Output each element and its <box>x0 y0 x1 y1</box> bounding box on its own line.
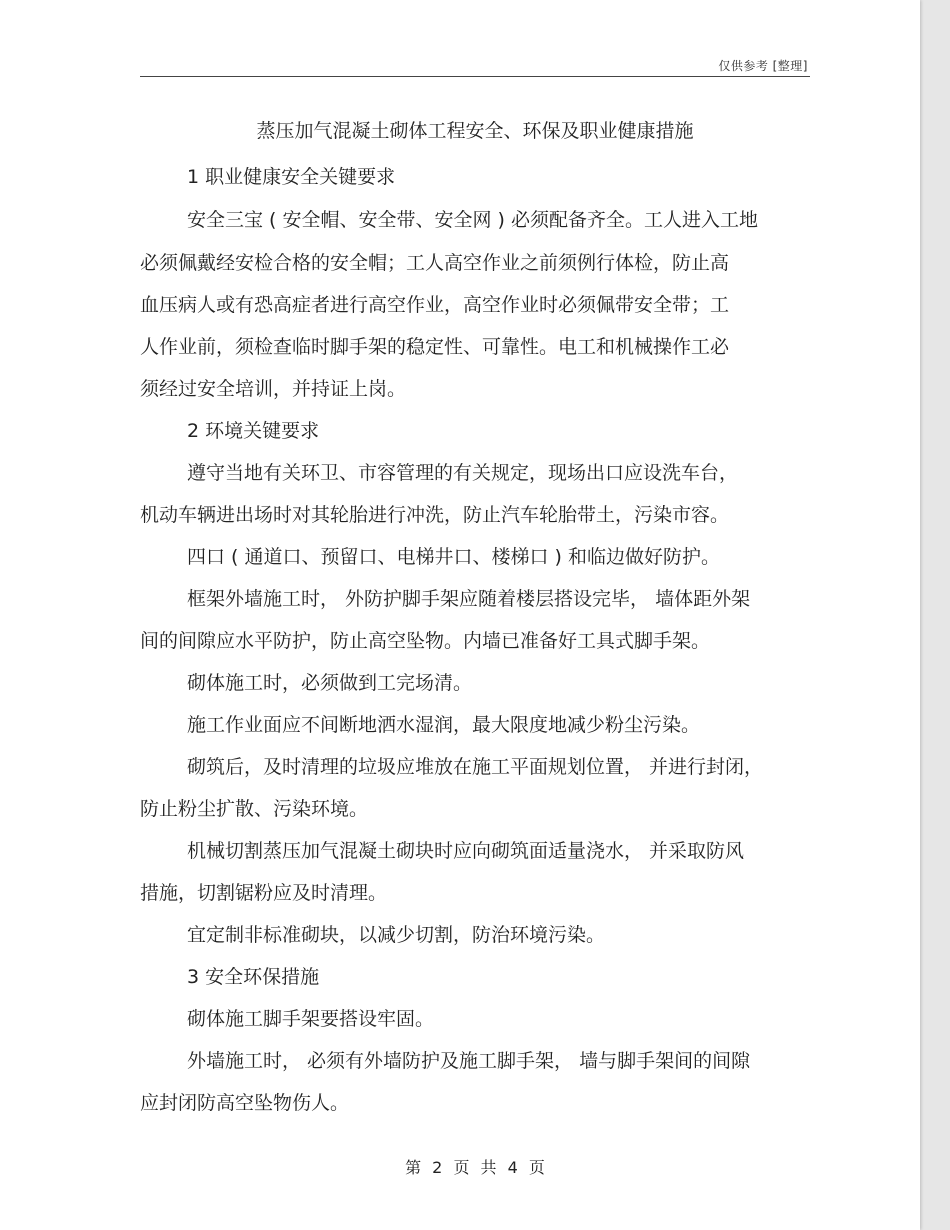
paragraph-line: 措施，切割锯粉应及时清理。 <box>140 882 388 904</box>
paragraph-line: 间的间隙应水平防护，防止高空坠物。内墙已准备好工具式脚手架。 <box>140 630 711 652</box>
paragraph-line: 血压病人或有恐高症者进行高空作业，高空作业时必须佩带安全带；工 <box>140 294 730 316</box>
section-heading-3: 3 安全环保措施 <box>187 966 320 988</box>
paragraph-line: 机械切割蒸压加气混凝土砌块时应向砌筑面适量浇水， 并采取防风 <box>187 840 745 862</box>
section-heading-2: 2 环境关键要求 <box>187 420 320 442</box>
paragraph-line: 宜定制非标准砌块，以减少切割，防治环境污染。 <box>187 924 606 946</box>
paragraph-line: 框架外墙施工时， 外防护脚手架应随着楼层搭设完毕， 墙体距外架 <box>187 588 751 610</box>
paragraph-line: 遵守当地有关环卫、市容管理的有关规定，现场出口应设洗车台， <box>187 462 739 484</box>
paragraph-line: 砌体施工脚手架要搭设牢固。 <box>187 1008 435 1030</box>
document-title: 蒸压加气混凝土砌体工程安全、环保及职业健康措施 <box>256 120 694 142</box>
paragraph-line: 施工作业面应不间断地洒水湿润，最大限度地减少粉尘污染。 <box>187 714 701 736</box>
section-heading-1: 1 职业健康安全关键要求 <box>187 166 396 188</box>
paragraph-line: 砌筑后，及时清理的垃圾应堆放在施工平面规划位置， 并进行封闭， <box>187 756 764 778</box>
paragraph-line: 外墙施工时， 必须有外墙防护及施工脚手架， 墙与脚手架间的间隙 <box>187 1050 751 1072</box>
paragraph-line: 须经过安全培训，并持证上岗。 <box>140 378 407 400</box>
page-number: 第 2 页 共 4 页 <box>405 1158 545 1177</box>
paragraph-line: 四口 ( 通道口、预留口、电梯井口、楼梯口 ) 和临边做好防护。 <box>187 546 720 568</box>
paragraph-line: 机动车辆进出场时对其轮胎进行冲洗，防止汽车轮胎带土，污染市容。 <box>140 504 730 526</box>
paragraph-line: 安全三宝 ( 安全帽、安全带、安全网 ) 必须配备齐全。工人进入工地 <box>187 209 758 231</box>
header-note: 仅供参考 [整理] <box>718 59 808 73</box>
paragraph-line: 应封闭防高空坠物伤人。 <box>140 1092 350 1114</box>
paragraph-line: 防止粉尘扩散、污染环境。 <box>140 798 369 820</box>
paragraph-line: 必须佩戴经安检合格的安全帽；工人高空作业之前须例行体检，防止高 <box>140 252 730 274</box>
paragraph-line: 人作业前，须检查临时脚手架的稳定性、可靠性。电工和机械操作工必 <box>140 336 730 358</box>
paragraph-line: 砌体施工时，必须做到工完场清。 <box>187 672 473 694</box>
header-rule <box>140 76 810 77</box>
